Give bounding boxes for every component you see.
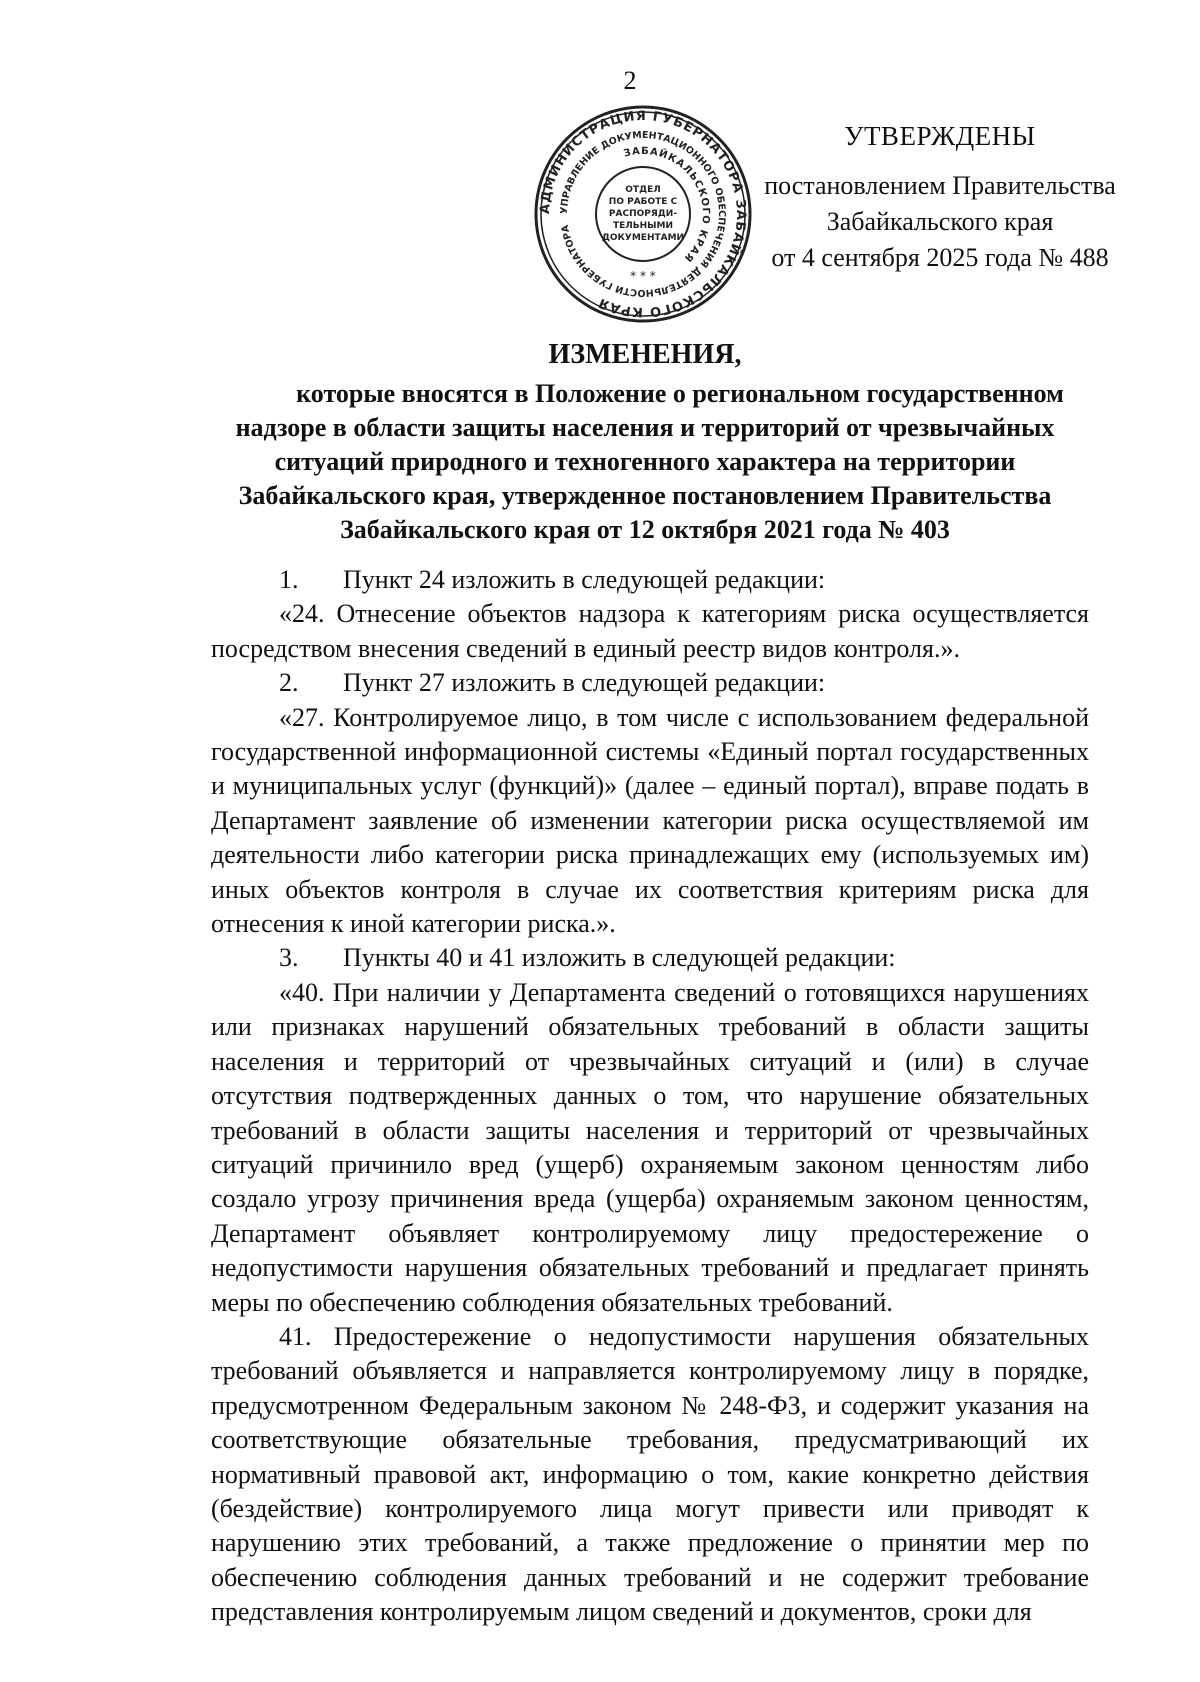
document-body — [211, 563, 1089, 1630]
page-number: 2 — [623, 66, 637, 95]
stamp-middle-text: УПРАВЛЕНИЕ ДОКУМЕНТАЦИОННОГО ОБЕСПЕЧЕНИЯ ДЕЯТЕЛЬНОСТИ ГУБЕРНАТОРА — [558, 129, 728, 299]
official-stamp — [533, 104, 753, 324]
paragraph: «24. Отнесение объектов надзора к категориям риска осуществляется посредством внесения сведений в единый реестр видов контроля.». — [211, 599, 1089, 663]
list-item — [211, 563, 1089, 597]
stamp-seal-icon — [533, 104, 753, 324]
title-line: Забайкальского края, утвержденное постановлением Правительства — [238, 481, 1052, 510]
title-line: Забайкальского края от 12 октября 2021 года № 403 — [340, 515, 950, 544]
item-text: Пункт 24 изложить в следующей редакции: — [343, 565, 826, 594]
paragraph: «27. Контролируемое лицо, в том числе с использованием федеральной государственной информационной системы «Единый портал государственных и муниципальных услуг (функций)» (далее – единый портал), вправе подать в Департамент заявление об изменении категории риска осуществляемой им деятельности либо категории риска принадлежащих ему (используемых им) иных объектов контроля в случае их соответствия критериям риска для отнесения к иной категории риска.». — [211, 702, 1089, 939]
approval-line: постановлением Правительства — [764, 171, 1116, 200]
approval-block — [740, 118, 1140, 276]
list-item — [211, 941, 1089, 975]
title-line: которые вносятся в Положение о региональном государственном — [296, 379, 1064, 408]
list-item — [211, 666, 1089, 700]
stamp-center-line: ПО РАБОТЕ С — [608, 197, 678, 207]
title-line: надзоре в области защиты населения и территорий от чрезвычайных — [235, 413, 1055, 442]
item-number: 3. — [279, 943, 299, 973]
item-number: 2. — [279, 668, 299, 698]
item-number: 1. — [279, 565, 299, 594]
stamp-center-line: ТЕЛЬНЫМИ — [613, 221, 673, 231]
title-main: ИЗМЕНЕНИЯ, — [548, 339, 742, 370]
item-text: Пункты 40 и 41 изложить в следующей редакции: — [343, 943, 896, 973]
approval-line: от 4 сентября 2025 года № 488 — [771, 243, 1109, 272]
paragraph: 41. Предостережение о недопустимости нарушения обязательных требований объявляется и направляется контролируемому лицу в порядке, предусмотренном Федеральным законом № 248-ФЗ, и содержит указания на соответствующие обязательные требования, предусматривающий их нормативный правовой акт, информацию о том, какие конкретно действия (бездействие) контролируемого лица могут привести или приводят к нарушению этих требований, а также предложение о принятии мер по обеспечению соблюдения данных требований и не содержит требование представления контролируемым лицом сведений и документов, сроки для — [211, 1321, 1089, 1627]
stamp-center-line: ДОКУМЕНТАМИ — [601, 233, 685, 243]
paragraph: «40. При наличии у Департамента сведений о готовящихся нарушениях или признаках нарушений обязательных требований в области защиты населения и территорий от чрезвычайных ситуаций и (или) в случае отсутствия подтвержденных данных о том, что нарушение обязательных требований в области защиты населения и территорий от чрезвычайных ситуаций причинило вред (ущерб) охраняемым законом ценностям либо создало угрозу причинения вреда (ущерба) охраняемым законом ценностям, Департамент объявляет контролируемому лицу предостережение о недопустимости нарушения обязательных требований и предлагает принять меры по обеспечению соблюдения обязательных требований. — [211, 977, 1089, 1317]
item-text: Пункт 27 изложить в следующей редакции: — [343, 668, 826, 698]
stamp-stars: * * * — [630, 269, 656, 283]
stamp-center-line: ОТДЕЛ — [625, 185, 661, 195]
approval-heading: УТВЕРЖДЕНЫ — [844, 121, 1036, 151]
stamp-center-line: РАСПОРЯДИ- — [608, 209, 678, 219]
title-line: ситуаций природного и техногенного характера на территории — [274, 447, 1016, 476]
document-title — [210, 337, 1080, 547]
stamp-outer-text: АДМИНИСТРАЦИЯ ГУБЕРНАТОРА ЗАБАЙКАЛЬСКОГО КРАЯ — [537, 108, 749, 320]
stamp-inner-text: ЗАБАЙКАЛЬСКОГО КРАЯ — [622, 145, 712, 265]
approval-line: Забайкальского края — [826, 207, 1054, 236]
